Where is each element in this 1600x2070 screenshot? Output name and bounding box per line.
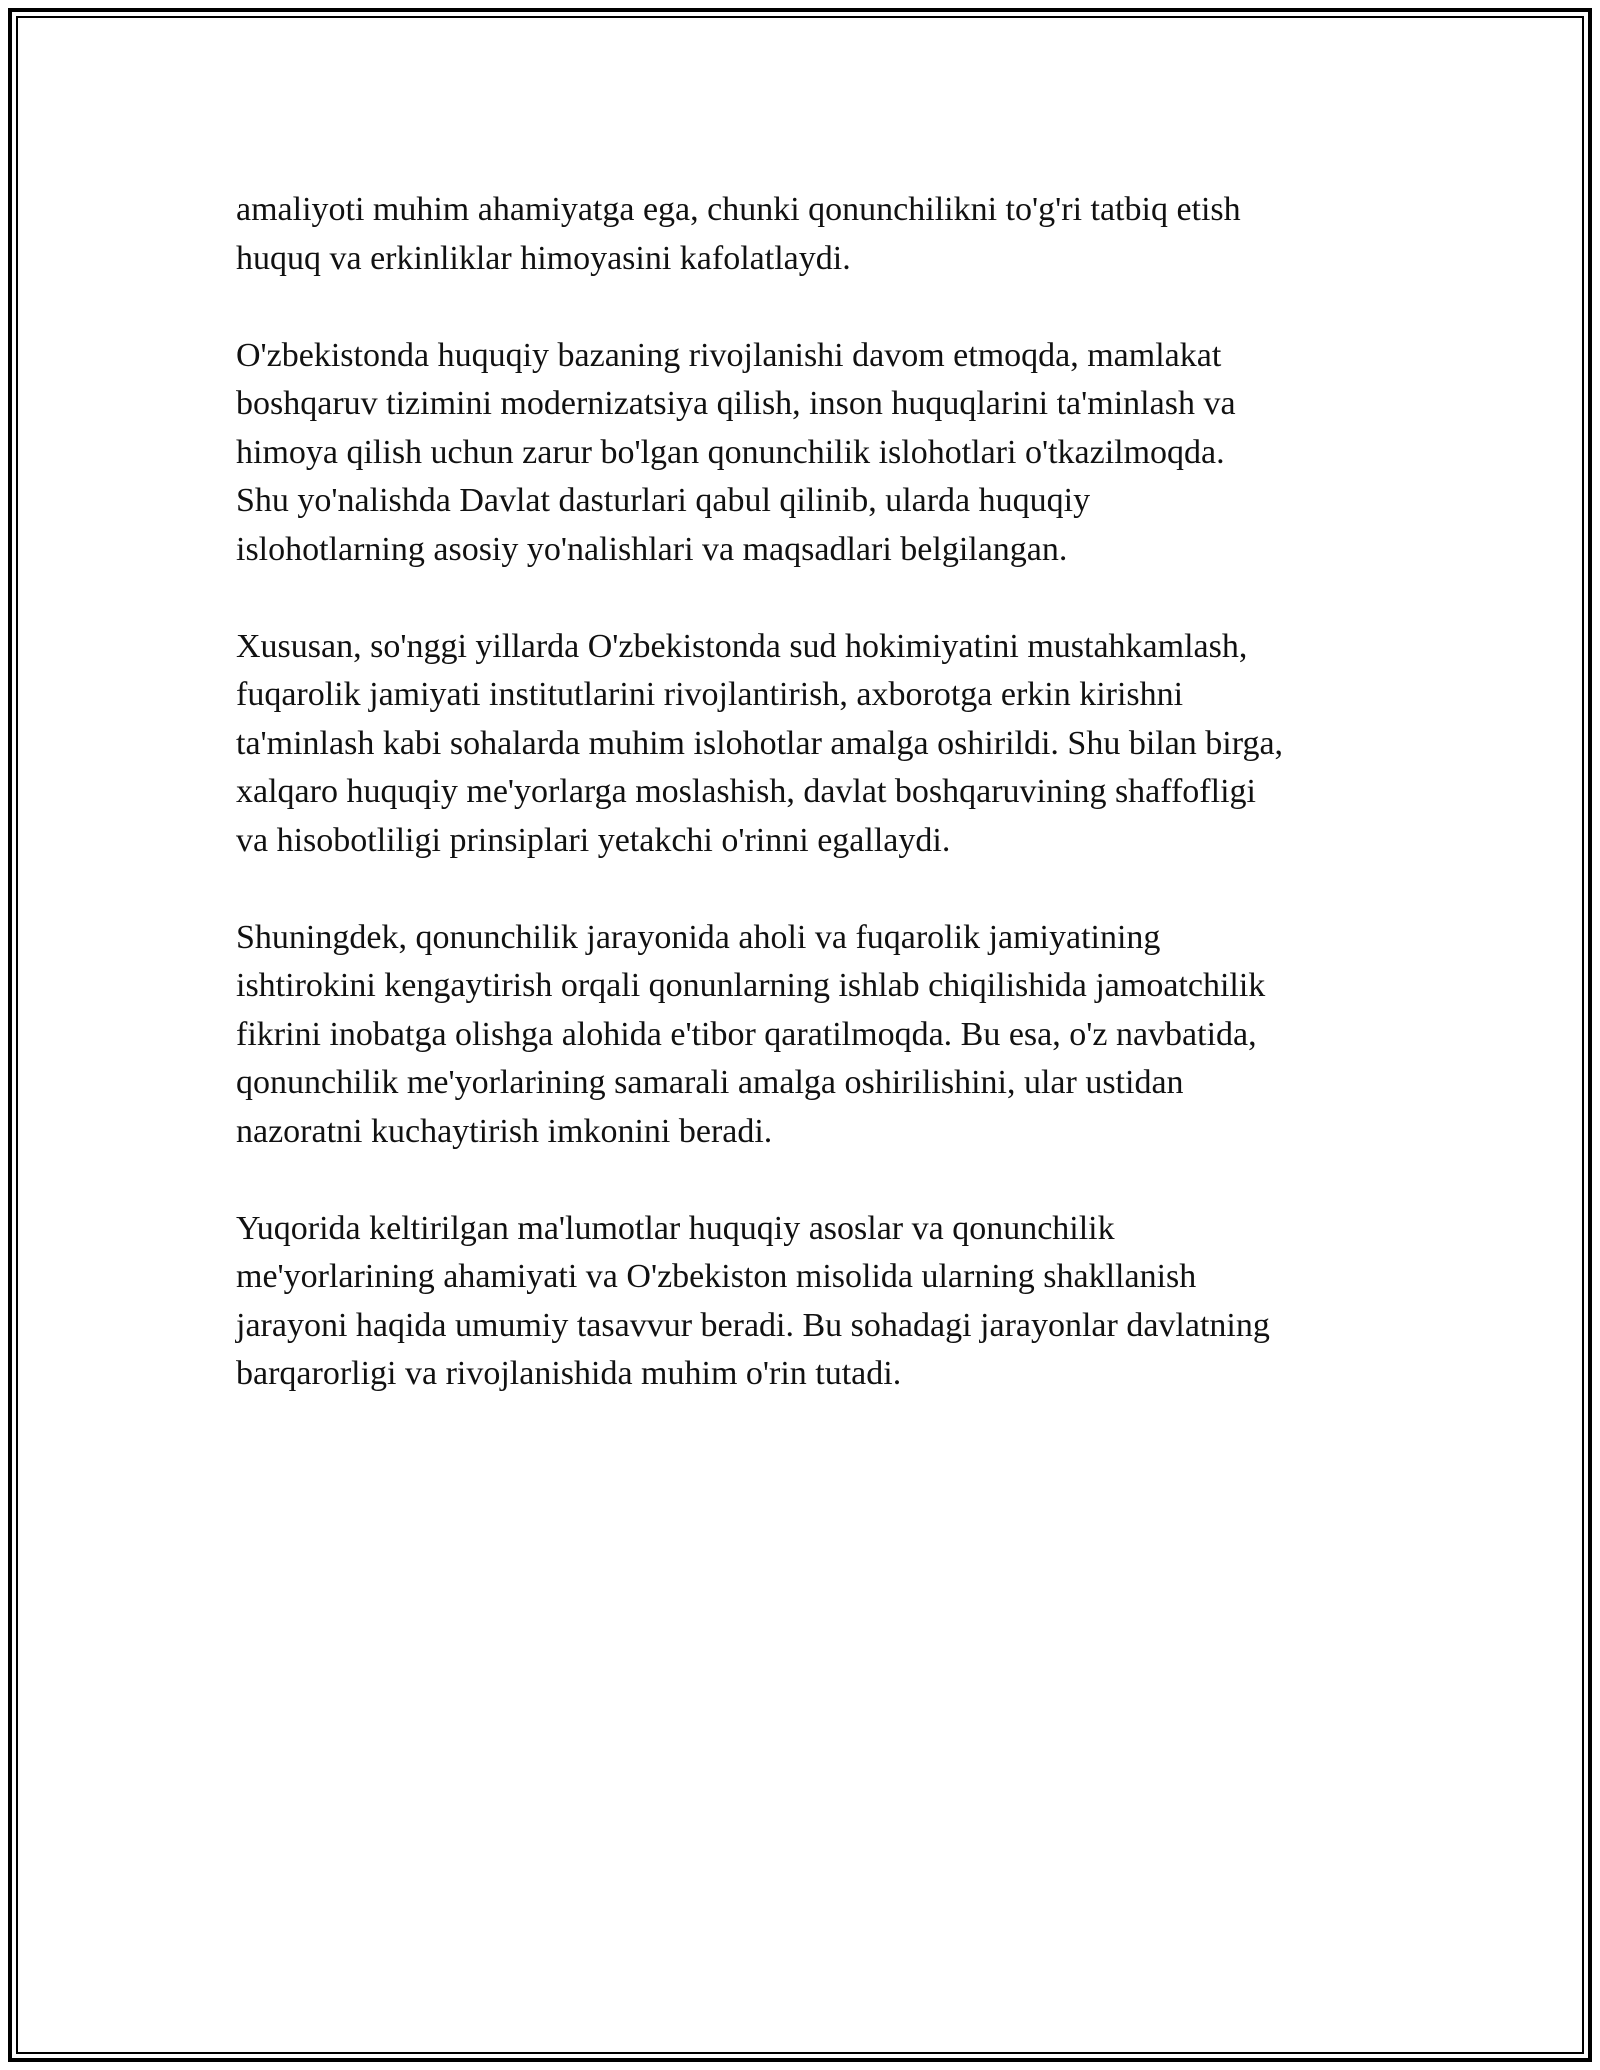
text-line: barqarorligi va rivojlanishida muhim o'rin tutadi. [236, 1355, 902, 1392]
paragraph-4 [236, 914, 1416, 1157]
text-line: amaliyoti muhim ahamiyatga ega, chunki qonunchilikni to'g'ri tatbiq etish [236, 191, 1241, 228]
paragraph-1 [236, 186, 1416, 283]
text-line: Shu yo'nalishda Davlat dasturlari qabul qilinib, ularda huquqiy [236, 482, 1091, 519]
document-body [236, 186, 1416, 1447]
text-line: nazoratni kuchaytirish imkonini beradi. [236, 1112, 773, 1150]
text-line: Yuqorida keltirilgan ma'lumotlar huquqiy asoslar va qonunchilik [236, 1209, 1115, 1247]
text-line: qonunchilik me'yorlarining samarali amalga oshirilishini, ular ustidan [236, 1064, 1184, 1101]
text-line: huquq va erkinliklar himoyasini kafolatlaydi. [236, 239, 851, 277]
text-line: boshqaruv tizimini modernizatsiya qilish, inson huquqlarini ta'minlash va [236, 385, 1236, 422]
text-line: xalqaro huquqiy me'yorlarga moslashish, davlat boshqaruvining shaffofligi [236, 773, 1256, 810]
text-line: fuqarolik jamiyati institutlarini rivojlantirish, axborotga erkin kirishni [236, 676, 1184, 713]
text-line: fikrini inobatga olishga alohida e'tibor qaratilmoqda. Bu esa, o'z navbatida, [236, 1015, 1257, 1053]
paragraph-2 [236, 332, 1416, 575]
text-line: O'zbekistonda huquqiy bazaning rivojlanishi davom etmoqda, mamlakat [236, 336, 1222, 374]
text-line: Shuningdek, qonunchilik jarayonida aholi va fuqarolik jamiyatining [236, 918, 1161, 956]
paragraph-5 [236, 1205, 1416, 1399]
text-line: ishtirokini kengaytirish orqali qonunlarning ishlab chiqilishida jamoatchilik [236, 967, 1266, 1004]
paragraph-3 [236, 623, 1416, 866]
text-line: va hisobotliligi prinsiplari yetakchi o'rinni egallaydi. [236, 821, 951, 859]
text-line: himoya qilish uchun zarur bo'lgan qonunchilik islohotlari o'tkazilmoqda. [236, 433, 1225, 471]
text-line: ta'minlash kabi sohalarda muhim islohotlar amalga oshirildi. Shu bilan birga, [236, 724, 1284, 762]
text-line: jarayoni haqida umumiy tasavvur beradi. Bu sohadagi jarayonlar davlatning [236, 1306, 1270, 1344]
text-line: me'yorlarining ahamiyati va O'zbekiston misolida ularning shakllanish [236, 1258, 1197, 1295]
text-line: Xususan, so'nggi yillarda O'zbekistonda sud hokimiyatini mustahkamlash, [236, 627, 1248, 665]
text-line: islohotlarning asosiy yo'nalishlari va maqsadlari belgilangan. [236, 530, 1068, 568]
